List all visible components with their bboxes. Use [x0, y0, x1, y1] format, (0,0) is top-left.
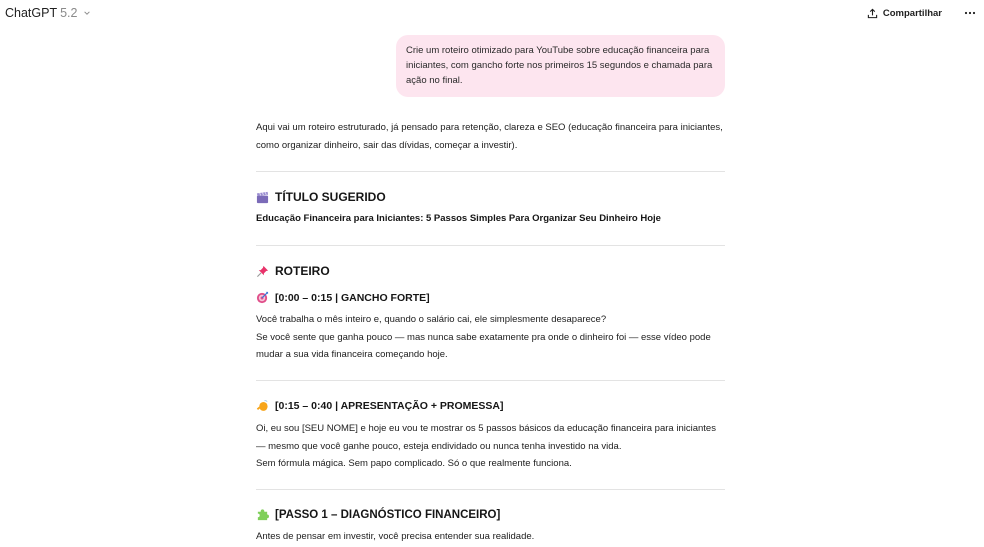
script-section-label: ROTEIRO — [275, 264, 330, 278]
script-section-heading — [256, 264, 330, 278]
block-heading-step1 — [256, 508, 500, 521]
block-body-step1 — [256, 528, 725, 546]
clapper-board-icon — [256, 191, 269, 204]
text-line: Antes de pensar em investir, você precisa entender sua realidade. — [256, 531, 535, 542]
suggested-title: Educação Financeira para Iniciantes: 5 Passos Simples Para Organizar Seu Dinheiro Hoje — [256, 213, 661, 224]
block-heading-label: [0:15 – 0:40 | APRESENTAÇÃO + PROMESSA] — [275, 399, 504, 412]
divider — [256, 489, 725, 490]
share-icon — [867, 8, 878, 19]
puzzle-piece-icon — [256, 508, 269, 521]
pushpin-icon — [256, 265, 269, 278]
user-message-bubble: Crie um roteiro otimizado para YouTube sobre educação financeira para iniciantes, com gancho forte nos primeiros 15 segundos e chamada para ação no final. — [396, 35, 725, 97]
target-icon — [256, 291, 269, 304]
model-version: 5.2 — [60, 6, 78, 20]
assistant-intro: Aqui vai um roteiro estruturado, já pensado para retenção, clareza e SEO (educação financeira para iniciantes, como organizar dinheiro, sair das dívidas, começar a investir). — [256, 122, 723, 151]
chevron-down-icon — [83, 9, 91, 17]
text-line: Sem fórmula mágica. Sem papo complicado. Só o que realmente funciona. — [256, 458, 572, 469]
block-heading-intro — [256, 399, 503, 412]
text-line: Oi, eu sou [SEU NOME] e hoje eu vou te mostrar os 5 passos básicos da educação financeira para iniciantes — mesmo que você ganhe pouco, esteja endividado ou nunca tenha investido na vida. — [256, 423, 716, 452]
share-button[interactable] — [867, 8, 942, 19]
block-heading-hook — [256, 291, 430, 304]
more-options-icon[interactable] — [964, 7, 976, 19]
block-heading-label: [PASSO 1 – DIAGNÓSTICO FINANCEIRO] — [275, 508, 501, 521]
model-name: ChatGPT — [5, 6, 58, 20]
model-selector[interactable] — [5, 6, 91, 20]
top-actions — [867, 7, 976, 19]
text-line: Se você sente que ganha pouco — mas nunca sabe exatamente pra onde o dinheiro foi — esse vídeo pode mudar a sua vida financeira começando hoje. — [256, 331, 711, 360]
divider — [256, 380, 725, 381]
block-body-intro — [256, 420, 725, 473]
block-body-hook — [256, 311, 725, 364]
block-heading-label: [0:00 – 0:15 | GANCHO FORTE] — [275, 291, 430, 304]
title-section-label: TÍTULO SUGERIDO — [275, 190, 386, 204]
top-bar — [0, 0, 984, 26]
divider — [256, 245, 725, 246]
waving-hand-icon — [256, 399, 269, 412]
title-section-heading — [256, 190, 386, 204]
divider — [256, 171, 725, 172]
text-line: Você trabalha o mês inteiro e, quando o salário cai, ele simplesmente desaparece? — [256, 314, 607, 325]
share-label: Compartilhar — [882, 7, 942, 19]
